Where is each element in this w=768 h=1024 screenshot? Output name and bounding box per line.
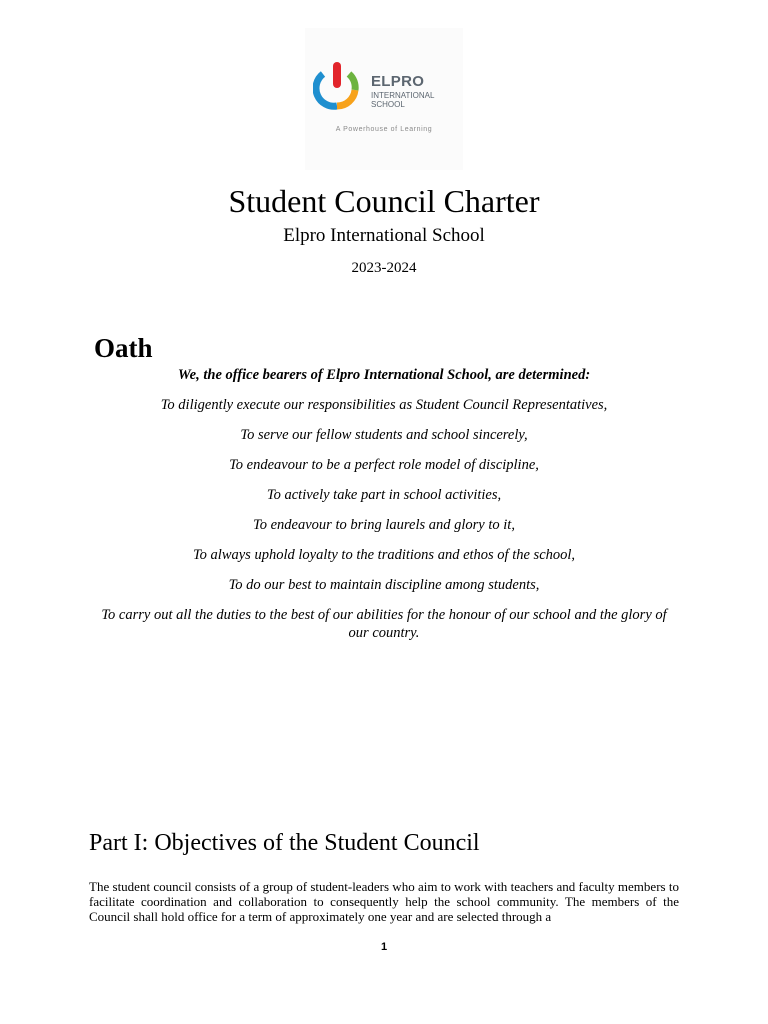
document-title: Student Council Charter: [228, 183, 540, 219]
oath-line: To endeavour to bring laurels and glory to it,: [253, 517, 515, 533]
logo-subtitle-line1: INTERNATIONAL: [371, 91, 435, 100]
academic-year: 2023-2024: [351, 260, 417, 276]
oath-line: To carry out all the duties to the best of our abilities for the honour of our school and the glory of our country.: [101, 607, 667, 641]
oath-intro: We, the office bearers of Elpro International School, are determined:: [177, 367, 591, 383]
oath-line: To endeavour to be a perfect role model of discipline,: [229, 457, 539, 473]
school-logo: [305, 28, 463, 170]
page-number: 1: [380, 941, 388, 953]
oath-line: To do our best to maintain discipline among students,: [228, 577, 540, 593]
school-name: Elpro International School: [283, 225, 485, 246]
oath-heading: Oath: [94, 333, 153, 363]
oath-line: To actively take part in school activities,: [266, 487, 502, 503]
oath-line: To diligently execute our responsibilities as Student Council Representatives,: [160, 397, 608, 413]
oath-lines: [90, 396, 678, 654]
logo-tagline: A Powerhouse of Learning: [335, 126, 433, 133]
logo-subtitle-line2: SCHOOL: [371, 100, 405, 109]
logo-name: ELPRO: [371, 73, 425, 90]
oath-line: To always uphold loyalty to the traditions and ethos of the school,: [192, 547, 576, 563]
oath-line: To serve our fellow students and school sincerely,: [240, 427, 528, 443]
part1-paragraph: The student council consists of a group of student-leaders who aim to work with teachers and faculty members to facilitate coordination and collaboration to consequently help the school community. The members of the Council shall hold office for a term of approximately one year and are selected through a: [89, 879, 679, 924]
part1-heading: Part I: Objectives of the Student Council: [89, 830, 480, 856]
elpro-power-logo-icon: [313, 60, 361, 110]
logo-subtitle: [371, 91, 461, 109]
